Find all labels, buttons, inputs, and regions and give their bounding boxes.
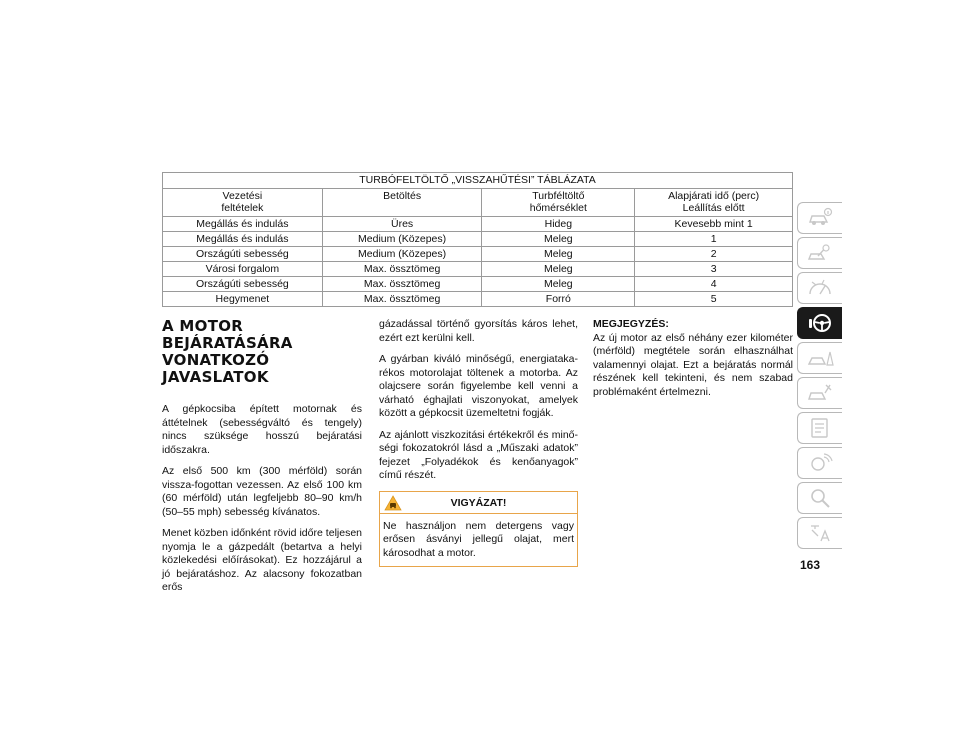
table-cell: 5 [635, 292, 793, 307]
table-cell: Üres [322, 217, 482, 232]
table-cell: Medium (Közepes) [322, 232, 482, 247]
tab-dashboard[interactable] [797, 272, 842, 304]
text-column-3 [593, 318, 793, 407]
language-icon [806, 521, 834, 545]
text-column-1 [162, 318, 362, 603]
tab-car-info[interactable] [797, 202, 842, 234]
note-text: Az új motor az első néhány ezer kilométer (mérföld) megtétele során elhasználhat valamennyi olajat. Ezt a bejáratás normál részének kell tekinteni, és nem szabad problémaként értelmezni. [593, 331, 793, 398]
text-column-2 [379, 318, 578, 567]
paragraph: gázadással történő gyorsítás káros lehet, ezért ezt kerülni kell. [379, 318, 578, 344]
table-cell: Max. össztömeg [322, 262, 482, 277]
table-header-cell: Turbféltöltő hőmérséklet [482, 189, 635, 217]
table-cell: 3 [635, 262, 793, 277]
section-heading: A MOTOR BEJÁRATÁSÁRA VONATKOZÓ JAVASLATOK [162, 317, 293, 386]
tab-starting-operating[interactable] [797, 307, 842, 339]
table-header-cell: Vezetési feltételek [163, 189, 323, 217]
table-cell: 4 [635, 277, 793, 292]
table-cell: Max. össztömeg [322, 277, 482, 292]
table-cell: Meleg [482, 262, 635, 277]
chapter-tabs [797, 202, 842, 552]
paragraph: Menet közben időnként rövid időre teljesen nyomja le a gázpedált (betartva a helyi közlekedési előírásokat). Ez hozzájárul a jó bejáratáshoz. Az alacsony fokozatban erős [162, 527, 362, 593]
checklist-icon [806, 416, 834, 440]
table-cell: Hegymenet [163, 292, 323, 307]
table-cell: Kevesebb mint 1 [635, 217, 793, 232]
table-caption: TURBÓFELTÖLTŐ „VISSZAHŰTÉSI” TÁBLÁZATA [163, 173, 793, 189]
tab-service[interactable] [797, 377, 842, 409]
car-info-icon [806, 206, 834, 230]
table-cell: Max. össztömeg [322, 292, 482, 307]
table-header-cell: Alapjárati idő (perc) Leállítás előtt [635, 189, 793, 217]
table-cell: Megállás és indulás [163, 217, 323, 232]
turbo-cooldown-table [162, 172, 793, 307]
tab-roadside[interactable] [797, 342, 842, 374]
warning-title: VIGYÁZAT! [450, 496, 507, 509]
car-key-icon [806, 241, 834, 265]
paragraph: A gyárban kiváló minőségű, energiataka-rékos motorolajat töltenek a motorba. Az olajcsere során figyelembe kell venni a várható éghajlati viszonyokat, amelyek között a gépkocsit üzemeltetni fogják. [379, 353, 578, 419]
tab-specifications[interactable] [797, 412, 842, 444]
table-cell: 2 [635, 247, 793, 262]
table-cell: Országúti sebesség [163, 277, 323, 292]
table-row [163, 217, 793, 232]
table-cell: Megállás és indulás [163, 232, 323, 247]
table-row [163, 232, 793, 247]
table-cell: Forró [482, 292, 635, 307]
table-row [163, 277, 793, 292]
note-title: MEGJEGYZÉS: [593, 318, 669, 330]
paragraph: Az ajánlott viszkozitási értékekről és minő-ségi fokozatokról lásd a „Műszaki adatok” fejezet „Folyadékok és kenőanyagok” című részét. [379, 428, 578, 481]
table-header-cell: Betöltés [322, 189, 482, 217]
search-icon [806, 486, 834, 510]
table-row [163, 262, 793, 277]
table-row [163, 292, 793, 307]
table-cell: Meleg [482, 277, 635, 292]
car-service-icon [806, 381, 834, 405]
table-header-row [163, 189, 793, 217]
tab-index[interactable] [797, 482, 842, 514]
steering-wheel-icon [806, 311, 834, 335]
table-cell: Medium (Közepes) [322, 247, 482, 262]
table-cell: Meleg [482, 232, 635, 247]
multimedia-icon [806, 451, 834, 475]
table-cell: 1 [635, 232, 793, 247]
warning-icon [384, 495, 402, 511]
roadside-icon [806, 346, 834, 370]
tab-car-key[interactable] [797, 237, 842, 269]
dashboard-icon [806, 276, 834, 300]
table-cell: Meleg [482, 247, 635, 262]
table-row [163, 247, 793, 262]
warning-box [379, 491, 578, 568]
paragraph: Az első 500 km (300 mérföld) során vissza-fogottan vezessen. Az első 100 km (60 mérföld) után legfeljebb 80–90 km/h (50–55 mph) sebesség kívánatos. [162, 465, 362, 518]
table-cell: Hideg [482, 217, 635, 232]
paragraph: A gépkocsiba épített motornak és áttételnek (sebességváltó és tengely) nincs szüksége hosszú bejáratási időszakra. [162, 403, 362, 456]
warning-header [380, 492, 577, 514]
warning-text: Ne használjon nem detergens vagy erősen ásványi jellegű olajat, mert károsodhat a motor. [383, 519, 574, 559]
tab-language[interactable] [797, 517, 842, 549]
table-cell: Országúti sebesség [163, 247, 323, 262]
table-cell: Városi forgalom [163, 262, 323, 277]
page-number: 163 [799, 558, 820, 572]
tab-multimedia[interactable] [797, 447, 842, 479]
